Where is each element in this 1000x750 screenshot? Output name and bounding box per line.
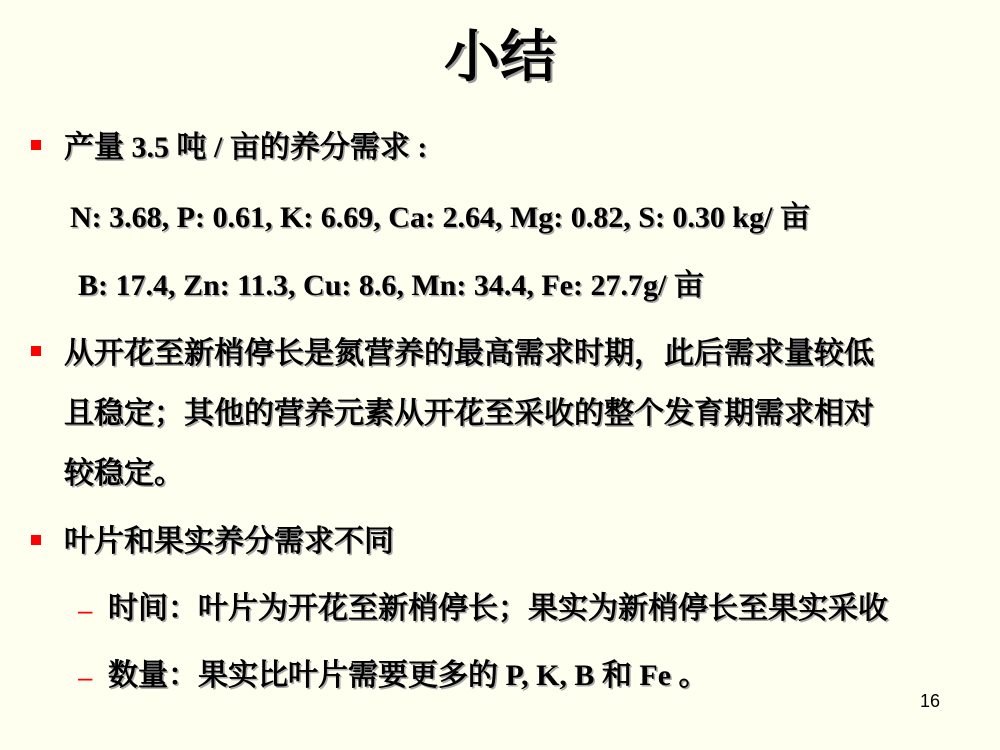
bullet-marker — [31, 535, 41, 545]
sub-item-time: 时间：叶片为开花至新梢停长；果实为新梢停长至果实采收 — [108, 592, 888, 625]
bullet-marker — [31, 346, 41, 356]
nutrient-line-macro: N: 3.68, P: 0.61, K: 6.69, Ca: 2.64, Mg: 0.82, S: 0.30 kg/ 亩 — [70, 201, 810, 234]
bullet-3-text: 叶片和果实养分需求不同 — [64, 525, 394, 558]
bullet-marker — [31, 140, 41, 150]
bullet-1-text: 产量 3.5 吨 / 亩的养分需求 : — [64, 131, 428, 164]
nutrient-line-micro: B: 17.4, Zn: 11.3, Cu: 8.6, Mn: 34.4, Fe: 27.7g/ 亩 — [78, 269, 704, 302]
dash-marker: – — [78, 662, 93, 692]
slide-title: 小结 — [444, 27, 556, 89]
bullet-2-line-3: 较稳定。 — [64, 457, 184, 490]
bullet-2-line-1: 从开花至新梢停长是氮营养的最高需求时期，此后需求量较低 — [64, 337, 874, 370]
dash-marker: – — [78, 595, 93, 625]
page-number: 16 — [919, 691, 941, 711]
sub-item-quantity: 数量：果实比叶片需要更多的 P, K, B 和 Fe 。 — [108, 659, 709, 692]
bullet-2-line-2: 且稳定；其他的营养元素从开花至采收的整个发育期需求相对 — [64, 397, 874, 430]
